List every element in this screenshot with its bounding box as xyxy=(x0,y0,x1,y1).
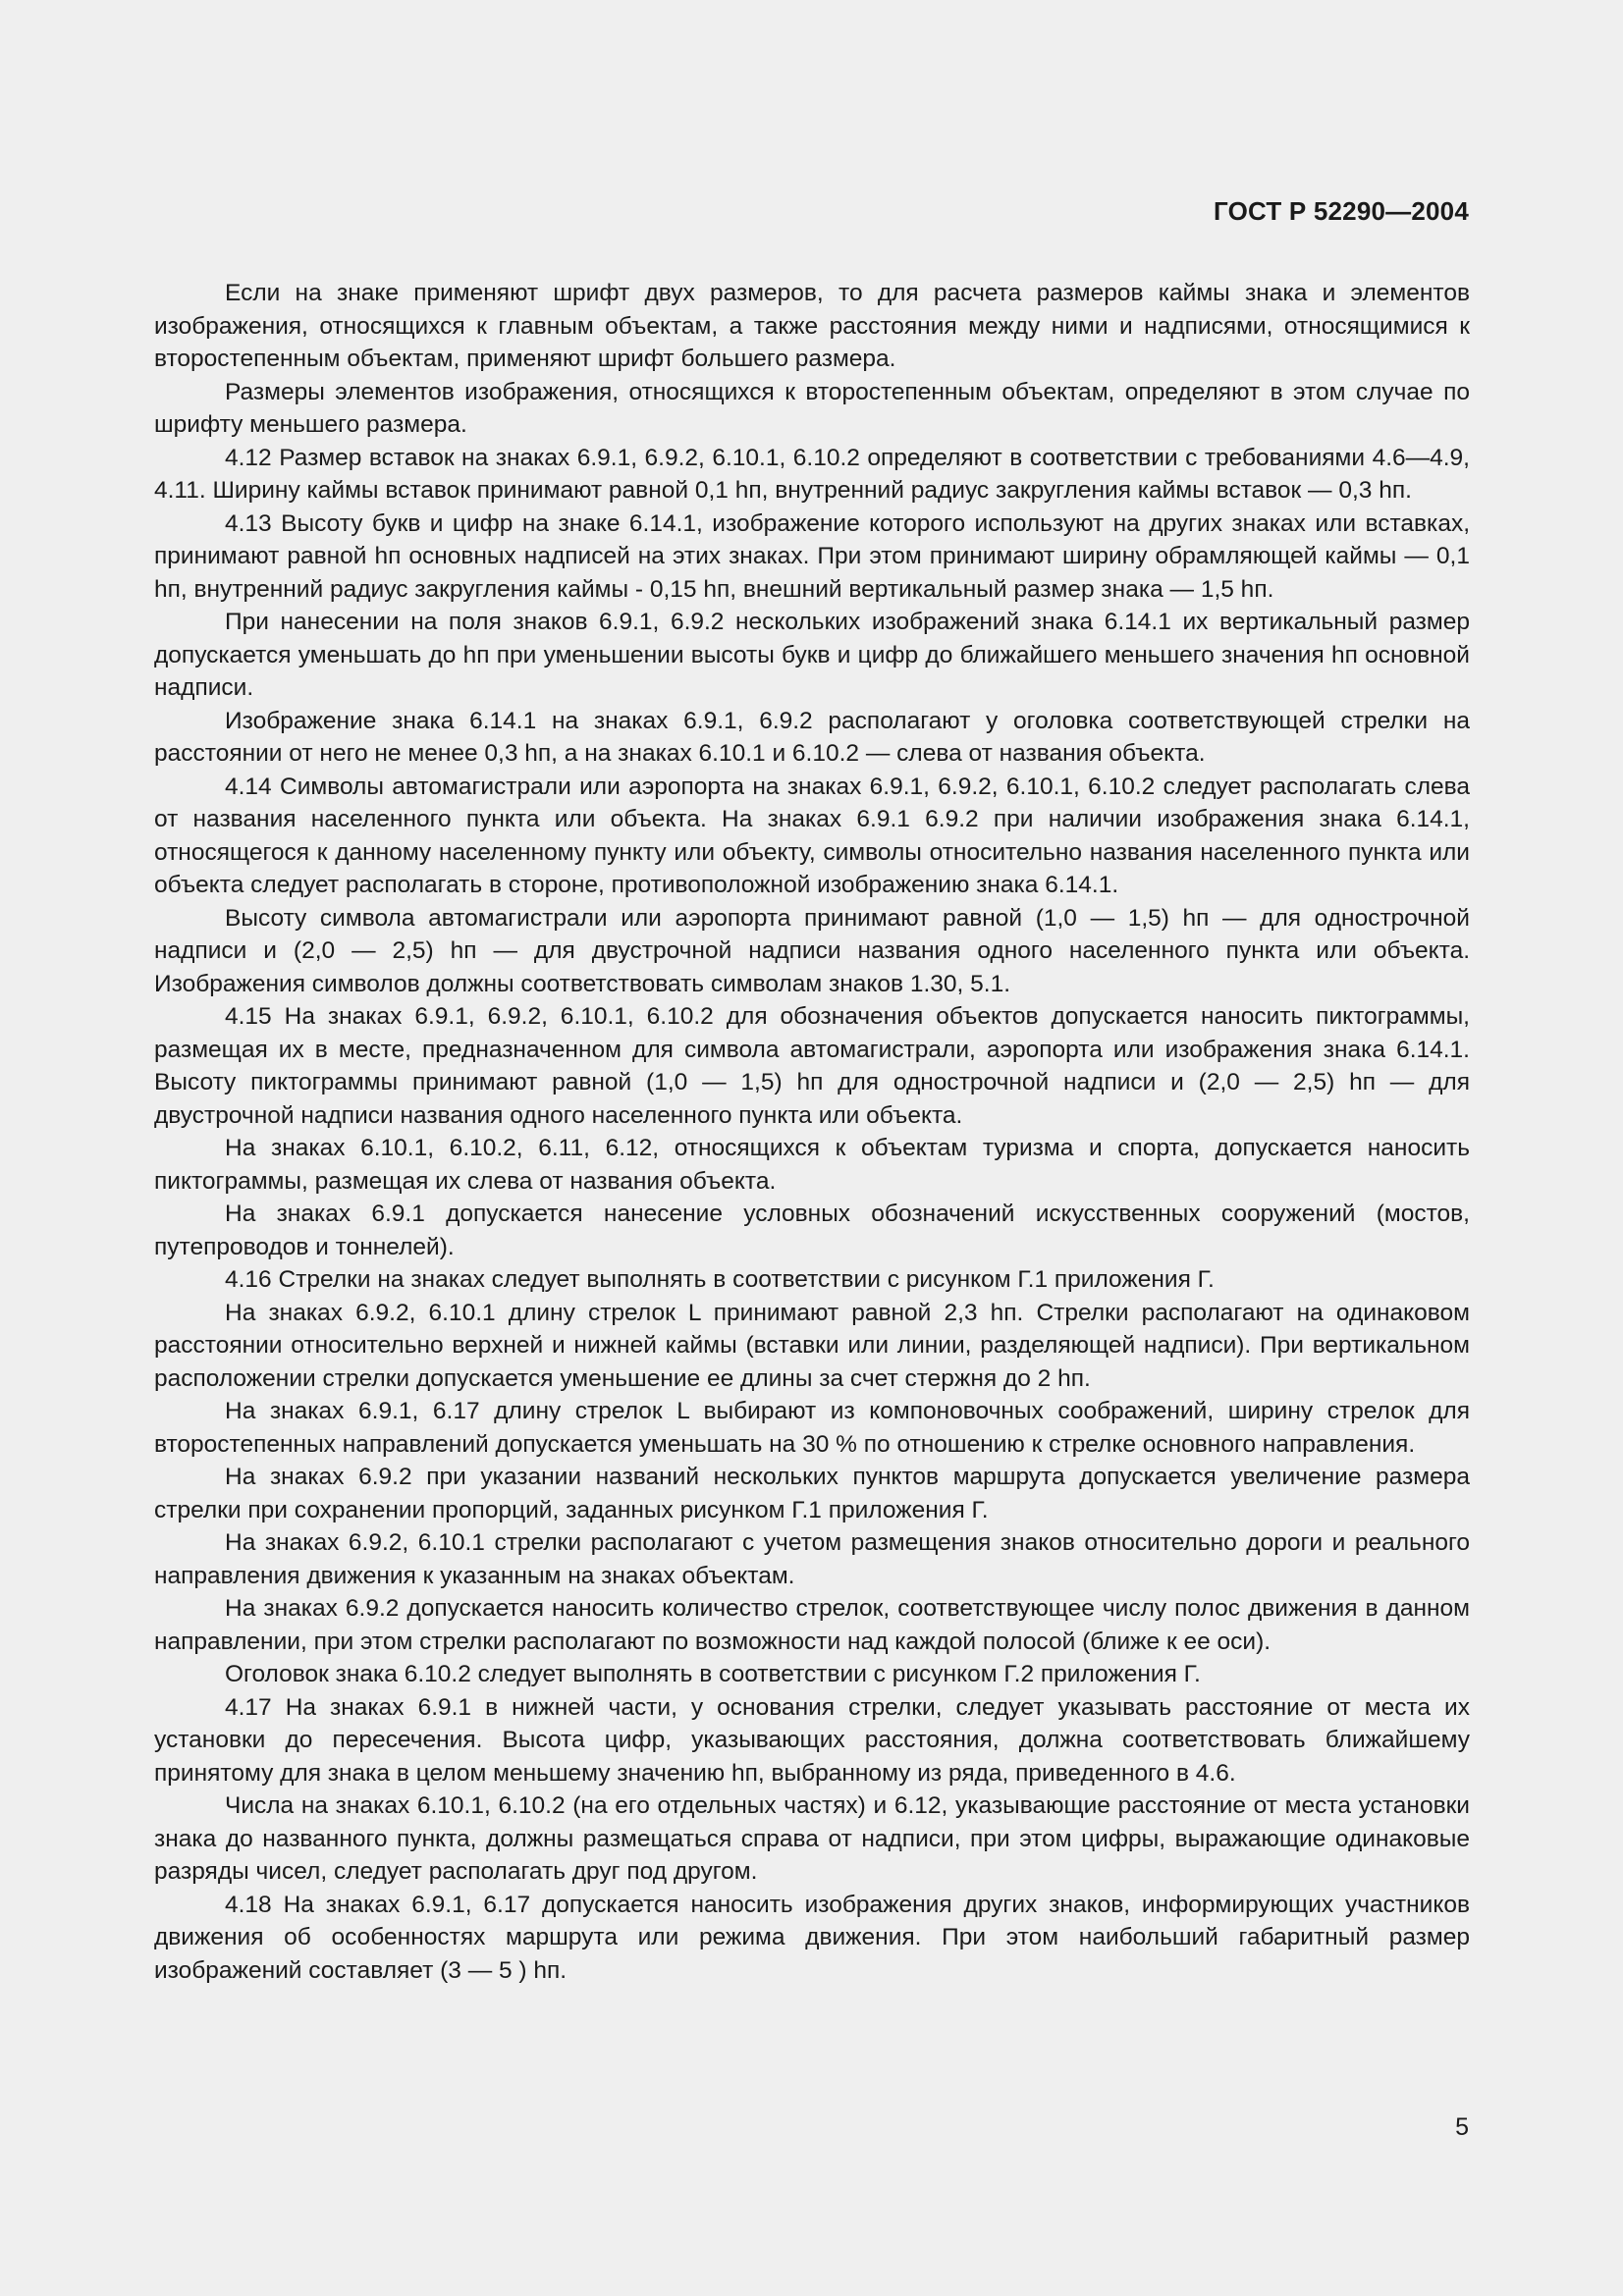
paragraph: 4.15 На знаках 6.9.1, 6.9.2, 6.10.1, 6.10.2 для обозначения объектов допускается наносить пиктограммы, размещая их в месте, предназначенном для символа автомагистрали, аэропорта или изображения знака 6.14.1. Высоту пиктограммы принимают равной (1,0 — 1,5) hп для однострочной надписи и (2,0 — 2,5) hп — для двустрочной надписи названия одного населенного пункта или объекта. xyxy=(154,1003,1470,1129)
page-number: 5 xyxy=(1455,2113,1469,2141)
paragraph: Если на знаке применяют шрифт двух размеров, то для расчета размеров каймы знака и элементов изображения, относящихся к главным объектам, а также расстояния между ними и надписями, относящимися к второстепенным объектам, применяют шрифт большего размера. xyxy=(154,280,1470,372)
paragraph: На знаках 6.9.2, 6.10.1 длину стрелок L принимают равной 2,3 hп. Стрелки располагают на одинаковом расстоянии относительно верхней и нижней каймы (вставки или линии, разделяющей надписи). При вертикальном расположении стрелки допускается уменьшение ее длины за счет стержня до 2 hп. xyxy=(154,1299,1470,1392)
document-body xyxy=(154,277,1470,1987)
paragraph: На знаках 6.9.2, 6.10.1 стрелки располагают с учетом размещения знаков относительно дороги и реального направления движения к указанным на знаках объектам. xyxy=(154,1529,1470,1589)
paragraph: 4.18 На знаках 6.9.1, 6.17 допускается наносить изображения других знаков, информирующих участников движения об особенностях маршрута или режима движения. При этом наибольший габаритный размер изображений составляет (3 — 5 ) hп. xyxy=(154,1891,1470,1984)
document-code: ГОСТ Р 52290—2004 xyxy=(1214,196,1469,226)
paragraph: 4.14 Символы автомагистрали или аэропорта на знаках 6.9.1, 6.9.2, 6.10.1, 6.10.2 следует располагать слева от названия населенного пункта или объекта. На знаках 6.9.1 6.9.2 при наличии изображения знака 6.14.1, относящегося к данному населенному пункту или объекту, символы относительно названия населенного пункта или объекта следует располагать в стороне, противоположной изображению знака 6.14.1. xyxy=(154,773,1470,898)
paragraph: Изображение знака 6.14.1 на знаках 6.9.1, 6.9.2 располагают у оголовка соответствующей стрелки на расстоянии от него не менее 0,3 hп, а на знаках 6.10.1 и 6.10.2 — слева от названия объекта. xyxy=(154,707,1470,767)
paragraph: 4.17 На знаках 6.9.1 в нижней части, у основания стрелки, следует указывать расстояние от места их установки до пересечения. Высота цифр, указывающих расстояния, должна соответствовать ближайшему принятому для знака в целом меньшему значению hп, выбранному из ряда, приведенного в 4.6. xyxy=(154,1693,1470,1787)
paragraph: На знаках 6.10.1, 6.10.2, 6.11, 6.12, относящихся к объектам туризма и спорта, допускается наносить пиктограммы, размещая их слева от названия объекта. xyxy=(154,1135,1470,1195)
paragraph: На знаках 6.9.2 допускается наносить количество стрелок, соответствующее числу полос движения в данном направлении, при этом стрелки располагают по возможности над каждой полосой (ближе к ее оси). xyxy=(154,1595,1470,1655)
paragraph: Размеры элементов изображения, относящихся к второстепенным объектам, определяют в этом случае по шрифту меньшего размера. xyxy=(154,378,1470,438)
paragraph: На знаках 6.9.2 при указании названий нескольких пунктов маршрута допускается увеличение размера стрелки при сохранении пропорций, заданных рисунком Г.1 приложения Г. xyxy=(154,1464,1470,1523)
paragraph: 4.13 Высоту букв и цифр на знаке 6.14.1, изображение которого используют на других знаках или вставках, принимают равной hп основных надписей на этих знаках. При этом принимают ширину обрамляющей каймы — 0,1 hп, внутренний радиус закругления каймы - 0,15 hп, внешний вертикальный размер знака — 1,5 hп. xyxy=(154,509,1470,603)
paragraph: Оголовок знака 6.10.2 следует выполнять в соответствии с рисунком Г.2 приложения Г. xyxy=(225,1661,1201,1687)
paragraph: На знаках 6.9.1, 6.17 длину стрелок L выбирают из компоновочных соображений, ширину стрелок для второстепенных направлений допускается уменьшать на 30 % по отношению к стрелке основного направления. xyxy=(154,1398,1470,1458)
paragraph: 4.16 Стрелки на знаках следует выполнять в соответствии с рисунком Г.1 приложения Г. xyxy=(225,1266,1215,1293)
paragraph: 4.12 Размер вставок на знаках 6.9.1, 6.9.2, 6.10.1, 6.10.2 определяют в соответствии с требованиями 4.6—4.9, 4.11. Ширину каймы вставок принимают равной 0,1 hп, внутренний радиус закругления каймы вставок — 0,3 hп. xyxy=(154,444,1470,504)
paragraph: На знаках 6.9.1 допускается нанесение условных обозначений искусственных сооружений (мостов, путепроводов и тоннелей). xyxy=(154,1201,1470,1260)
paragraph: Высоту символа автомагистрали или аэропорта принимают равной (1,0 — 1,5) hп — для однострочной надписи и (2,0 — 2,5) hп — для двустрочной надписи названия одного населенного пункта или объекта. Изображения символов должны соответствовать символам знаков 1.30, 5.1. xyxy=(154,904,1470,997)
paragraph: При нанесении на поля знаков 6.9.1, 6.9.2 нескольких изображений знака 6.14.1 их вертикальный размер допускается уменьшать до hп при уменьшении высоты букв и цифр до ближайшего меньшего значения hп основной надписи. xyxy=(154,609,1470,701)
paragraph: Числа на знаках 6.10.1, 6.10.2 (на его отдельных частях) и 6.12, указывающие расстояние от места установки знака до названного пункта, должны размещаться справа от надписи, при этом цифры, выражающие одинаковые разряды чисел, следует располагать друг под другом. xyxy=(154,1792,1470,1885)
